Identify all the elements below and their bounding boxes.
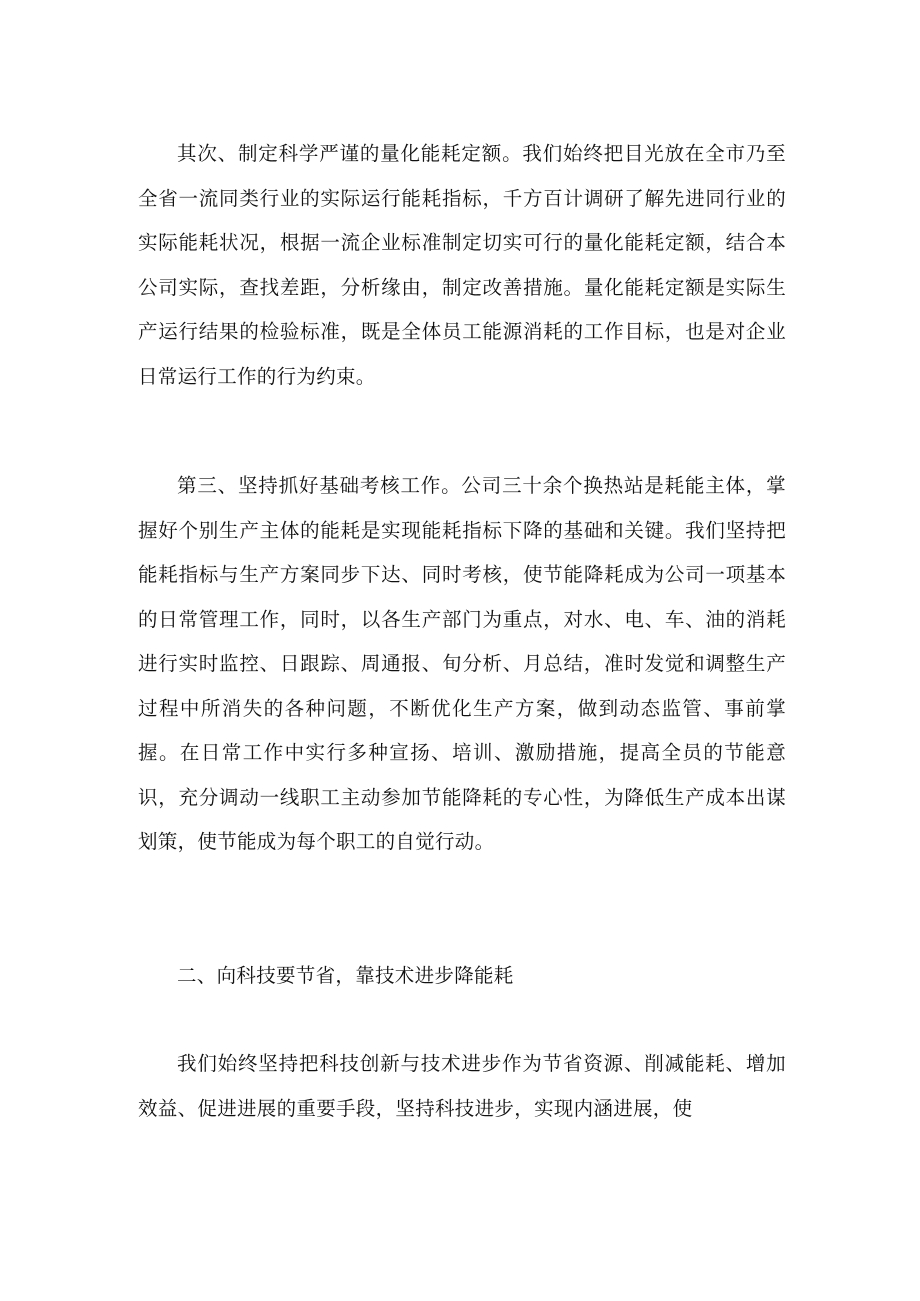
section-heading: 二、向科技要节省，靠技术进步降能耗 xyxy=(177,964,514,987)
paragraph-energy-quota: 其次、制定科学严谨的量化能耗定额。我们始终把目光放在全市乃至全省一流同类行业的实际运行能耗指标，千方百计调研了解先进同行业的实际能耗状况，根据一流企业标准制定切实可行的量化能耗定额，结合本公司实际，查找差距，分析缘由，制定改善措施。量化能耗定额是实际生产运行结果的检验标准，既是全体员工能源消耗的工作目标，也是对企业日常运行工作的行为约束。 xyxy=(138,142,786,388)
paragraph-tech-progress: 我们始终坚持把科技创新与技术进步作为节省资源、削减能耗、增加效益、促进进展的重要手段，坚持科技进步，实现内涵进展，使 xyxy=(138,1052,786,1120)
paragraph-assessment-work: 第三、坚持抓好基础考核工作。公司三十余个换热站是耗能主体，掌握好个别生产主体的能耗是实现能耗指标下降的基础和关键。我们坚持把能耗指标与生产方案同步下达、同时考核，使节能降耗成为公司一项基本的日常管理工作，同时，以各生产部门为重点，对水、电、车、油的消耗进行实时监控、日跟踪、周通报、旬分析、月总结，准时发觉和调整生产过程中所消失的各种问题，不断优化生产方案，做到动态监管、事前掌握。在日常工作中实行多种宣扬、培训、激励措施，提高全员的节能意识，充分调动一线职工主动参加节能降耗的专心性，为降低生产成本出谋划策，使节能成为每个职工的自觉行动。 xyxy=(138,474,786,853)
